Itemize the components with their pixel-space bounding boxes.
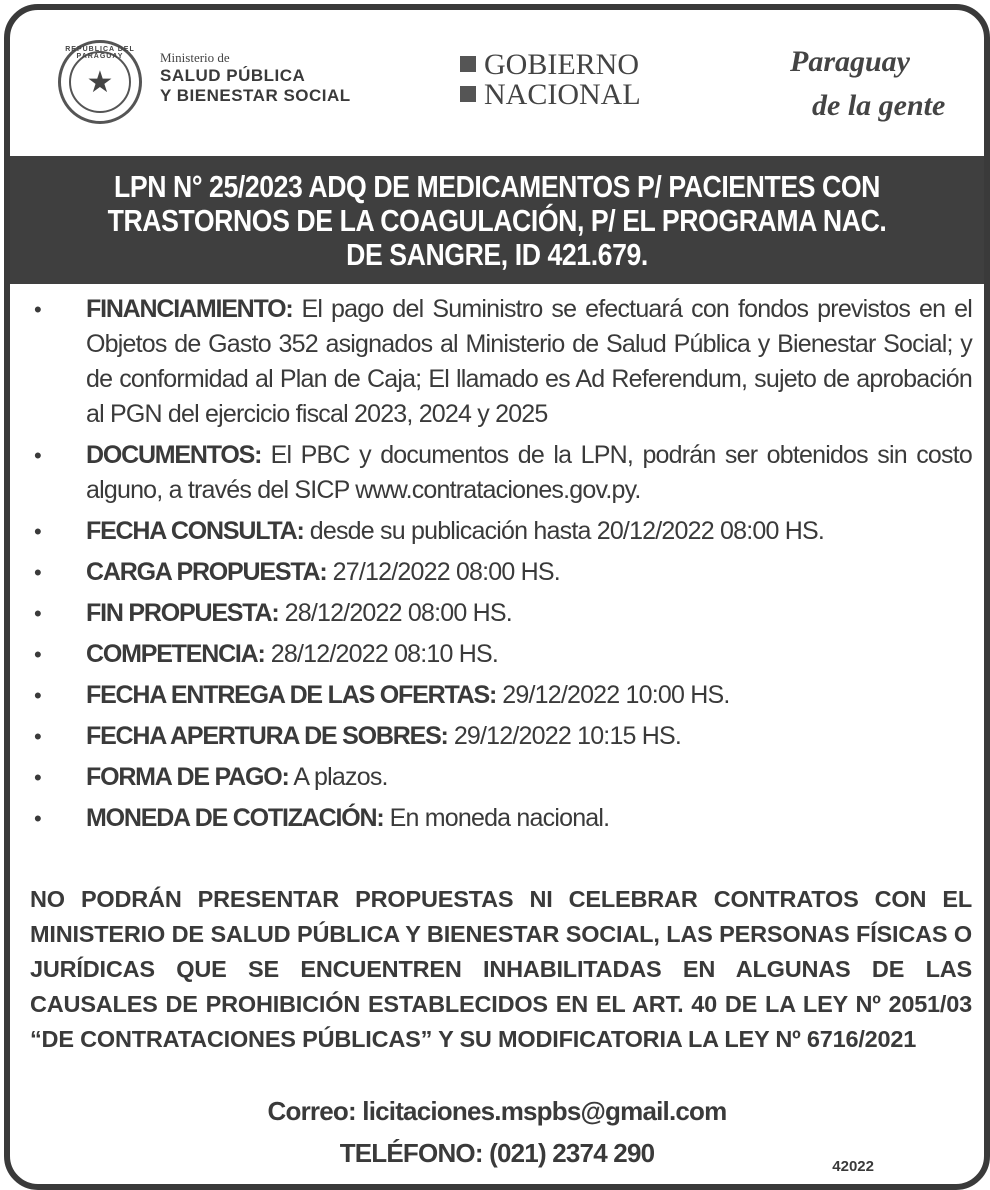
item-label: FORMA DE PAGO: xyxy=(86,763,289,791)
page-title xyxy=(78,170,916,272)
list-item xyxy=(28,678,972,713)
list-item xyxy=(28,514,972,549)
contact-phone: TELÉFONO: (021) 2374 290 xyxy=(339,1138,655,1168)
square-icon xyxy=(460,56,476,72)
slogan-line1: Paraguay xyxy=(790,45,910,78)
item-text: 27/12/2022 08:00 HS. xyxy=(326,558,560,586)
list-item xyxy=(28,292,972,432)
item-text: 29/12/2022 10:15 HS. xyxy=(447,722,682,750)
item-list xyxy=(28,292,972,836)
item-text: El PBC y documentos de la LPN, podrán ser obtenidos sin costo alguno, a través del SICP www.contrataciones.gov.py. xyxy=(86,441,972,504)
list-item xyxy=(28,637,972,672)
list-item xyxy=(28,596,972,631)
item-label: COMPETENCIA: xyxy=(86,640,265,668)
gov-line1: GOBIERNO xyxy=(484,48,639,81)
item-text: 28/12/2022 08:00 HS. xyxy=(278,599,512,627)
title-line3: DE SANGRE, ID 421.679. xyxy=(346,237,648,272)
item-label: FECHA ENTREGA DE LAS OFERTAS: xyxy=(86,681,497,709)
publication-code: 42022 xyxy=(832,1158,874,1175)
bullet-icon: • xyxy=(34,560,41,585)
title-line2: TRASTORNOS DE LA COAGULACIÓN, P/ EL PROGRAMA NAC. xyxy=(107,203,887,238)
list-item xyxy=(28,801,972,836)
ministry-logo xyxy=(160,50,351,106)
bullet-icon: • xyxy=(34,642,41,667)
item-text: 28/12/2022 08:10 HS. xyxy=(264,640,499,668)
ministry-line2: Y BIENESTAR SOCIAL xyxy=(160,86,351,105)
square-icon xyxy=(460,86,476,102)
list-item xyxy=(28,760,972,795)
list-item xyxy=(28,438,972,508)
title-bar xyxy=(10,156,984,284)
item-text: 29/12/2022 10:00 HS. xyxy=(496,681,730,709)
item-label: FINANCIAMIENTO: xyxy=(86,295,293,323)
item-text: En moneda nacional. xyxy=(383,804,610,832)
slogan xyxy=(790,40,945,128)
bullet-icon: • xyxy=(34,683,41,708)
item-text: A plazos. xyxy=(288,763,388,791)
bullet-icon: • xyxy=(34,443,41,468)
item-text: El pago del Suministro se efectuará con fondos previstos en el Objetos de Gasto 352 asignados al Ministerio de Salud Pública y Bienestar Social; y de conformidad al Plan de Caja; El llamado es Ad Referendum, sujeto de aprobación al PGN del ejercicio fiscal 2023, 2024 y 2025 xyxy=(86,295,972,428)
item-label: DOCUMENTOS: xyxy=(86,441,262,469)
prohibition-notice: NO PODRÁN PRESENTAR PROPUESTAS NI CELEBRAR CONTRATOS CON EL MINISTERIO DE SALUD PÚBLICA Y BIENESTAR SOCIAL, LAS PERSONAS FÍSICAS O JURÍDICAS QUE SE ENCUENTREN INHABILITADAS EN ALGUNAS DE LAS CAUSALES DE PROHIBICIÓN ESTABLECIDOS EN EL ART. 40 DE LA LEY Nº 2051/03 “DE CONTRATACIONES PÚBLICAS” Y SU MODIFICATORIA LA LEY Nº 6716/2021 xyxy=(30,886,972,1052)
slogan-line2: de la gente xyxy=(812,89,946,122)
item-label: FIN PROPUESTA: xyxy=(86,599,279,627)
seal-text: REPÚBLICA DEL PARAGUAY xyxy=(65,46,135,60)
document-frame xyxy=(4,4,990,1190)
bullet-icon: • xyxy=(34,765,41,790)
content xyxy=(28,292,972,842)
list-item xyxy=(28,719,972,754)
ministry-line1: SALUD PÚBLICA xyxy=(160,66,306,85)
bullet-icon: • xyxy=(34,724,41,749)
gov-line2: NACIONAL xyxy=(484,78,641,111)
item-label: CARGA PROPUESTA: xyxy=(86,558,327,586)
title-line1: LPN N° 25/2023 ADQ DE MEDICAMENTOS P/ PACIENTES CON xyxy=(114,169,880,204)
item-label: MONEDA DE COTIZACIÓN: xyxy=(86,804,384,832)
ministry-small: Ministerio de xyxy=(160,50,230,65)
bullet-icon: • xyxy=(34,806,41,831)
item-label: FECHA APERTURA DE SOBRES: xyxy=(86,722,448,750)
bullet-icon: • xyxy=(34,297,41,322)
star-icon: ★ xyxy=(86,66,114,99)
item-label: FECHA CONSULTA: xyxy=(86,517,304,545)
gobierno-nacional-logo xyxy=(460,50,641,110)
bullet-icon: • xyxy=(34,601,41,626)
bullet-icon: • xyxy=(34,519,41,544)
coat-of-arms-seal-icon xyxy=(58,40,142,124)
item-text: desde su publicación hasta 20/12/2022 08:00 HS. xyxy=(303,517,824,545)
contact-email: Correo: licitaciones.mspbs@gmail.com xyxy=(267,1096,727,1126)
list-item xyxy=(28,555,972,590)
header xyxy=(10,10,984,156)
